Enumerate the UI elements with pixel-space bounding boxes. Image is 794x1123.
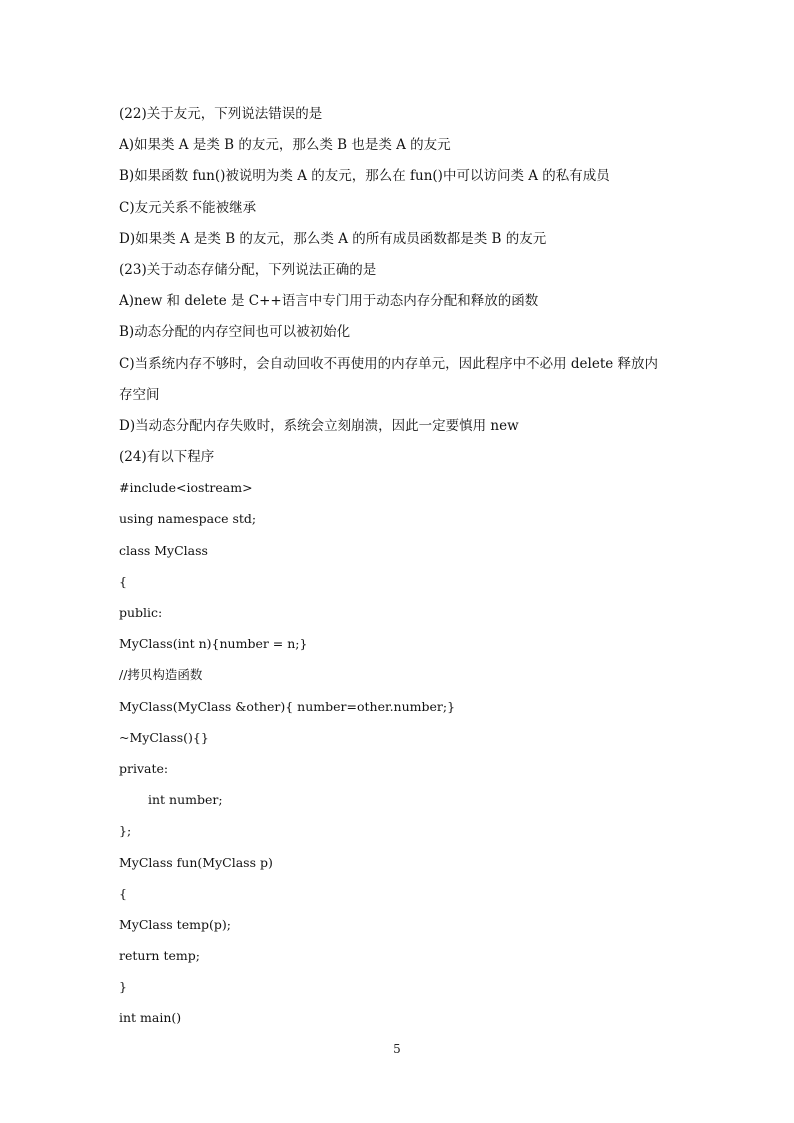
code-line: using namespace std; — [119, 511, 257, 527]
question-22-option-b: B)如果函数 fun()被说明为类 A 的友元，那么在 fun()中可以访问类 A 的私有成员 — [119, 168, 610, 185]
question-23-option-c: C)当系统内存不够时，会自动回收不再使用的内存单元，因此程序中不必用 delete 释放内 — [119, 355, 659, 372]
code-line: int number; — [148, 792, 223, 808]
code-line: return temp; — [119, 948, 200, 964]
code-line: MyClass fun(MyClass p) — [119, 854, 273, 870]
code-line: private: — [119, 760, 169, 776]
code-line: { — [119, 885, 127, 901]
question-22-option-d: D)如果类 A 是类 B 的友元，那么类 A 的所有成员函数都是类 B 的友元 — [119, 230, 547, 247]
code-line: MyClass(int n){number = n;} — [119, 636, 308, 652]
code-line: }; — [119, 823, 132, 839]
question-23-stem: (23)关于动态存储分配，下列说法正确的是 — [119, 261, 377, 278]
code-line: } — [119, 979, 127, 995]
question-23-option-d: D)当动态分配内存失败时，系统会立刻崩溃，因此一定要慎用 new — [119, 417, 519, 434]
question-24-stem: (24)有以下程序 — [119, 449, 215, 466]
question-22-stem: (22)关于友元，下列说法错误的是 — [119, 106, 323, 122]
code-line: class MyClass — [119, 542, 208, 558]
page-content — [119, 101, 689, 1037]
code-line: { — [119, 573, 127, 589]
code-comment-line: //拷贝构造函数 — [119, 667, 203, 683]
code-line: int main() — [119, 1010, 182, 1026]
code-line: MyClass temp(p); — [119, 916, 231, 932]
question-23-option-c-continued: 存空间 — [119, 386, 160, 403]
question-23-option-a: A)new 和 delete 是 C++语言中专门用于动态内存分配和释放的函数 — [119, 293, 539, 310]
question-22-option-a: A)如果类 A 是类 B 的友元，那么类 B 也是类 A 的友元 — [119, 137, 451, 154]
code-line: MyClass(MyClass &other){ number=other.number;} — [119, 698, 456, 714]
code-line: #include<iostream> — [119, 480, 253, 496]
page-number: 5 — [393, 1042, 401, 1056]
code-line: ~MyClass(){} — [119, 729, 209, 745]
question-23-option-b: B)动态分配的内存空间也可以被初始化 — [119, 324, 351, 341]
code-line: public: — [119, 605, 163, 620]
question-22-option-c: C)友元关系不能被继承 — [119, 199, 257, 216]
